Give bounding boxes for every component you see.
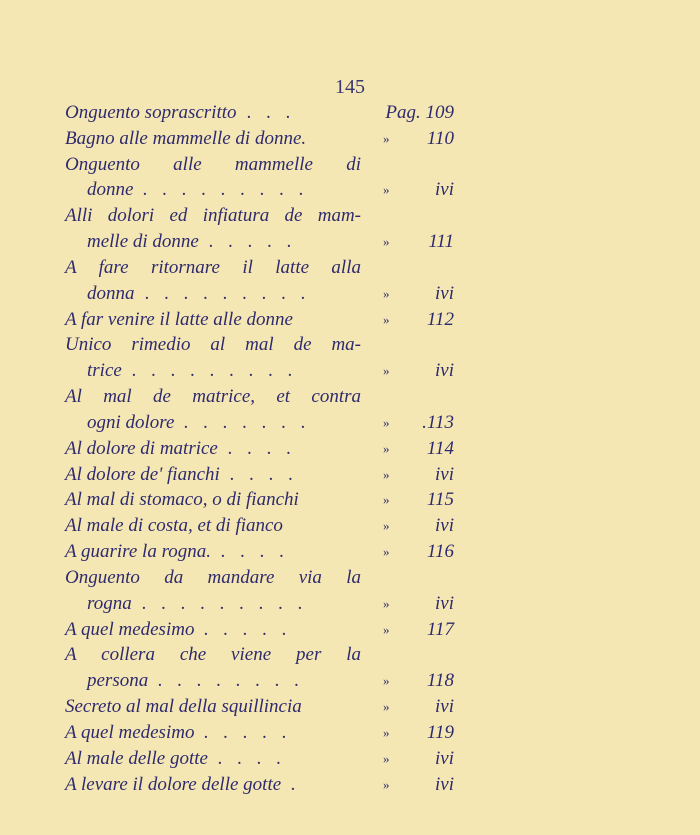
toc-line	[0, 746, 700, 772]
toc-line	[0, 358, 700, 384]
ditto-mark: »	[383, 518, 390, 534]
entry-title: donne	[87, 179, 134, 201]
ditto-mark: »	[383, 750, 390, 766]
toc-line	[0, 565, 700, 591]
toc-line	[0, 384, 700, 410]
entry-title: A far venire il latte alle donne	[65, 308, 293, 330]
page-reference: 110	[426, 127, 454, 149]
leader-dots: . . . . . . . . .	[132, 360, 298, 382]
page-reference: Pag. 109	[385, 102, 454, 123]
page-reference: 115	[426, 489, 454, 511]
toc-line	[0, 436, 700, 462]
entry-title: melle di donne	[87, 231, 199, 253]
page-reference: 114	[426, 437, 454, 459]
page-reference: ivi	[435, 773, 454, 795]
entry-title: Al mal di stomaco, o di fianchi	[65, 489, 299, 511]
toc-line	[0, 281, 700, 307]
page-reference: ivi	[435, 696, 454, 718]
entry-title: Alli dolori ed infiatura de mam-	[65, 205, 361, 227]
leader-dots: . . . .	[228, 437, 297, 459]
ditto-mark: »	[383, 776, 390, 792]
page-reference: 111	[428, 231, 454, 253]
toc-line	[0, 410, 700, 436]
page-reference: ivi	[435, 282, 454, 304]
page-number: 145	[335, 76, 365, 98]
toc-line	[0, 720, 700, 746]
page-reference: 117	[426, 618, 454, 640]
page-reference: ivi	[435, 747, 454, 769]
leader-dots: . . . . .	[209, 231, 297, 253]
entry-title: Al male delle gotte	[65, 747, 208, 769]
leader-dots: . . . . . . . . .	[143, 179, 309, 201]
ditto-mark: »	[383, 595, 390, 611]
leader-dots: . . . .	[221, 541, 290, 563]
entry-title: Unico rimedio al mal de ma-	[65, 334, 361, 356]
entry-title: A quel medesimo	[65, 618, 195, 640]
toc-line	[0, 642, 700, 668]
ditto-mark: »	[383, 285, 390, 301]
leader-dots: . . . . . . . . .	[142, 592, 308, 614]
page-reference: 112	[426, 308, 454, 330]
page-reference: ivi	[435, 592, 454, 614]
entry-title: A fare ritornare il latte alla	[65, 256, 361, 278]
entry-title: donna	[87, 282, 135, 304]
entry-title: Al dolore de' fianchi	[65, 463, 220, 485]
toc-line	[0, 487, 700, 513]
ditto-mark: »	[383, 440, 390, 456]
leader-dots: . . . .	[218, 747, 287, 769]
toc-line	[0, 539, 700, 565]
leader-dots: . . . . . . .	[184, 411, 311, 433]
entry-title: Onguento alle mammelle di	[65, 153, 361, 175]
entry-title: Al male di costa, et di fianco	[65, 515, 283, 537]
ditto-mark: »	[383, 699, 390, 715]
entry-title: Secreto al mal della squillincia	[65, 696, 302, 718]
page-reference: 118	[426, 670, 454, 692]
entry-title: Al dolore di matrice	[65, 437, 218, 459]
entry-title: A levare il dolore delle gotte	[65, 773, 282, 795]
toc-line	[0, 694, 700, 720]
page-reference: 116	[426, 541, 454, 563]
entry-title: Onguento da mandare via la	[65, 566, 361, 588]
ditto-mark: »	[383, 182, 390, 198]
entry-title: A guarire la rogna.	[65, 541, 212, 563]
entry-title: ogni dolore	[87, 411, 175, 433]
toc-line	[0, 126, 700, 152]
toc-line	[0, 668, 700, 694]
entry-title: A quel medesimo	[65, 721, 195, 743]
leader-dots: .	[291, 773, 301, 795]
ditto-mark: »	[383, 621, 390, 637]
page-reference: ivi	[435, 360, 454, 382]
toc-line	[0, 772, 700, 798]
toc-line	[0, 255, 700, 281]
entry-title: A collera che viene per la	[65, 644, 361, 666]
ditto-mark: »	[383, 311, 390, 327]
leader-dots: . . . .	[230, 463, 299, 485]
page-reference: ivi	[435, 515, 454, 537]
toc-line	[0, 152, 700, 178]
ditto-mark: »	[383, 414, 390, 430]
leader-dots: . . .	[247, 102, 296, 123]
ditto-mark: »	[383, 363, 390, 379]
entry-title: Bagno alle mammelle di donne.	[65, 127, 307, 149]
toc-line	[0, 462, 700, 488]
leader-dots: . . . . .	[204, 721, 292, 743]
toc-line	[0, 100, 700, 126]
table-of-contents	[0, 100, 700, 797]
ditto-mark: »	[383, 724, 390, 740]
ditto-mark: »	[383, 130, 390, 146]
page-reference: ivi	[435, 179, 454, 201]
toc-line	[0, 307, 700, 333]
entry-title: Onguento soprascritto	[65, 102, 237, 123]
toc-line	[0, 591, 700, 617]
leader-dots: . . . . .	[204, 618, 292, 640]
toc-line	[0, 177, 700, 203]
toc-line	[0, 617, 700, 643]
page-reference: 119	[426, 721, 454, 743]
toc-line	[0, 229, 700, 255]
entry-title: rogna	[87, 592, 132, 614]
page-reference: .113	[422, 411, 454, 433]
ditto-mark: »	[383, 673, 390, 689]
ditto-mark: »	[383, 544, 390, 560]
entry-title: trice	[87, 360, 122, 382]
ditto-mark: »	[383, 234, 390, 250]
leader-dots: . . . . . . . . .	[145, 282, 311, 304]
ditto-mark: »	[383, 492, 390, 508]
entry-title: Al mal de matrice, et contra	[65, 386, 361, 408]
page-reference: ivi	[435, 463, 454, 485]
toc-line	[0, 513, 700, 539]
leader-dots: . . . . . . . .	[158, 670, 305, 692]
entry-title: persona	[87, 670, 149, 692]
toc-line	[0, 203, 700, 229]
ditto-mark: »	[383, 466, 390, 482]
toc-line	[0, 332, 700, 358]
